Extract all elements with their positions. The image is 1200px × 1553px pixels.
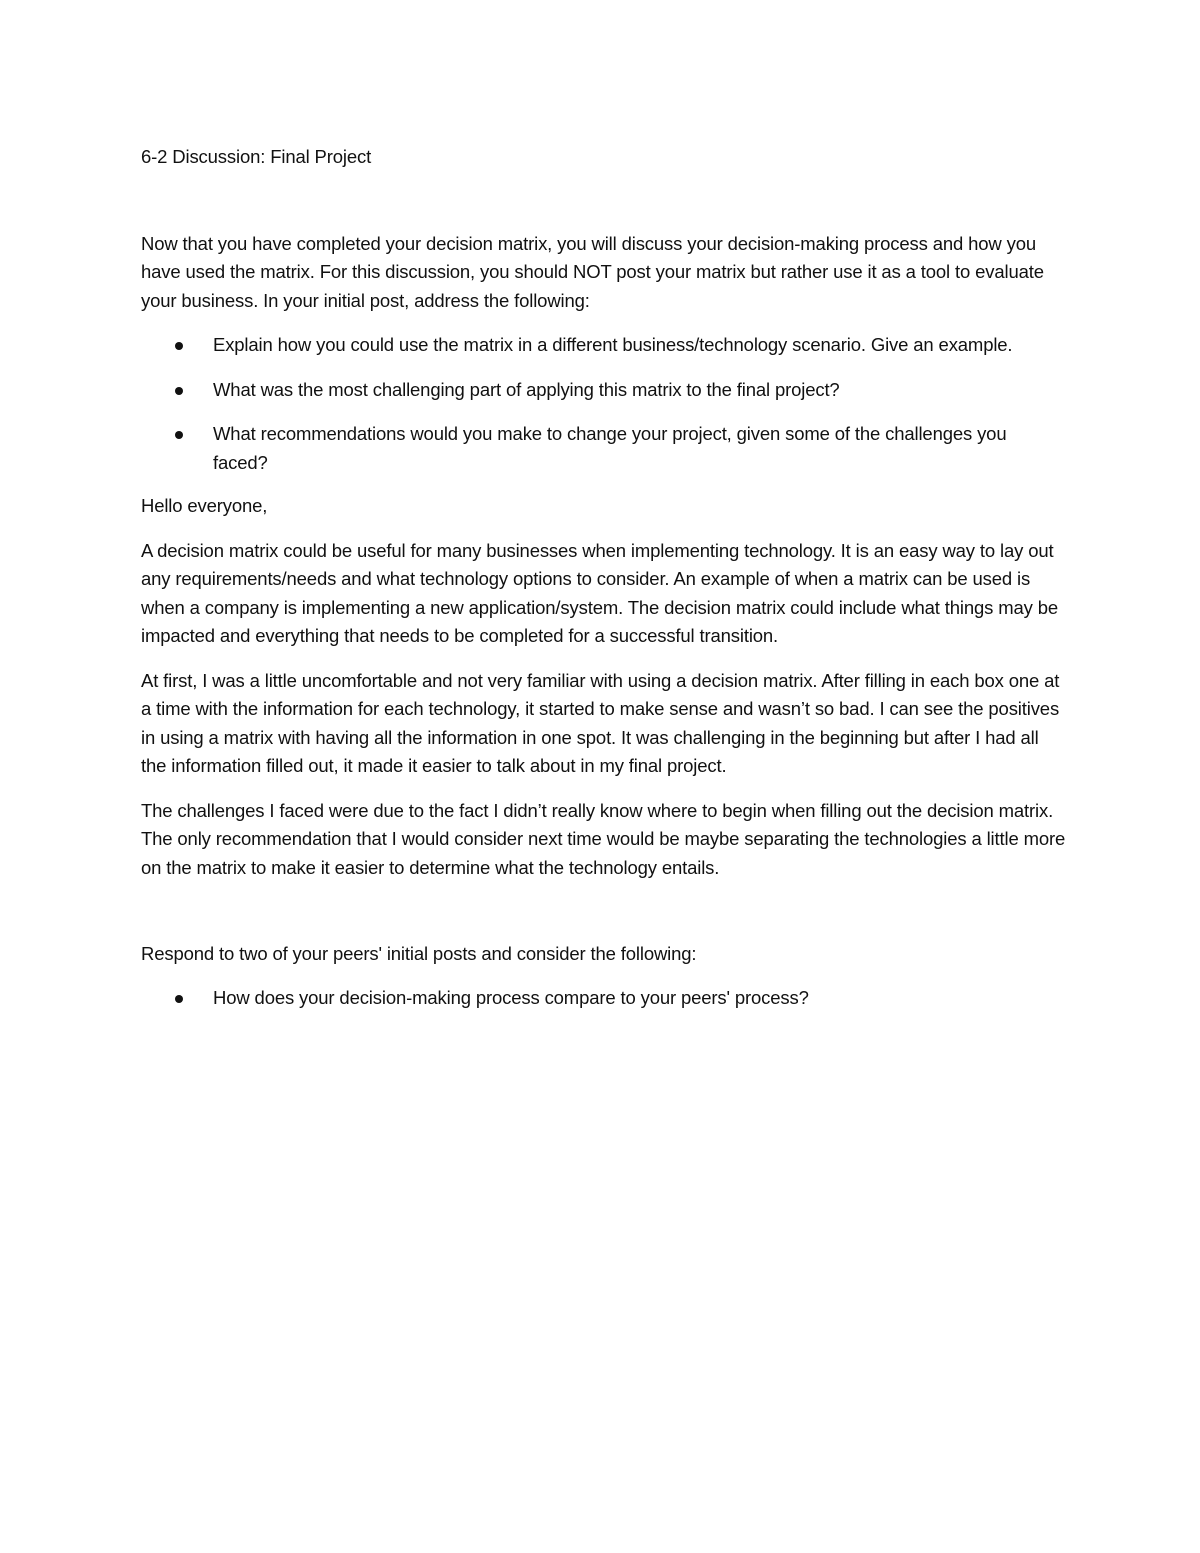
prompt-text: Explain how you could use the matrix in a different business/technology scenario. Give an example. bbox=[213, 334, 1013, 355]
respond-item bbox=[141, 984, 1066, 1013]
prompt-text: What recommendations would you make to change your project, given some of the challenges you faced? bbox=[213, 423, 1007, 473]
prompt-text: What was the most challenging part of applying this matrix to the final project? bbox=[213, 378, 840, 400]
greeting: Hello everyone, bbox=[141, 495, 268, 516]
bullet-icon bbox=[175, 387, 183, 395]
respond-text: How does your decision-making process compare to your peers' process? bbox=[213, 986, 809, 1008]
prompt-list bbox=[141, 331, 1066, 477]
bullet-icon bbox=[175, 431, 183, 439]
response-paragraph: At first, I was a little uncomfortable and not very familiar with using a decision matrix. After filling in each box one at a time with the information for each technology, it started to make sense and wasn’t so bad. I can see the positives in using a matrix with having all the information in one spot. It was challenging in the beginning but after I had all the information filled out, it made it easier to talk about in my final project. bbox=[141, 669, 1060, 776]
bullet-icon bbox=[175, 995, 183, 1003]
prompt-item bbox=[141, 420, 1066, 477]
prompt-item bbox=[141, 331, 1066, 360]
prompt-item bbox=[141, 376, 1066, 405]
document-title: 6-2 Discussion: Final Project bbox=[141, 146, 372, 167]
respond-list bbox=[141, 984, 1066, 1013]
document-body bbox=[141, 143, 1066, 1012]
response-paragraph: The challenges I faced were due to the fact I didn’t really know where to begin when filling out the decision matrix. The only recommendation that I would consider next time would be maybe separating the technologies a little more on the matrix to make it easier to determine what the technology entails. bbox=[141, 799, 1066, 878]
response-paragraph: A decision matrix could be useful for many businesses when implementing technology. It is an easy way to lay out any requirements/needs and what technology options to consider. An example of when a matrix can be used is when a company is implementing a new application/system. The decision matrix could include what things may be impacted and everything that needs to be completed for a successful transition. bbox=[141, 539, 1059, 646]
bullet-icon bbox=[175, 342, 183, 350]
respond-prompt: Respond to two of your peers' initial posts and consider the following: bbox=[141, 943, 697, 964]
intro-paragraph: Now that you have completed your decision matrix, you will discuss your decision-making process and how you have used the matrix. For this discussion, you should NOT post your matrix but rather use it as a tool to evaluate your business. In your initial post, address the following: bbox=[141, 232, 1044, 311]
